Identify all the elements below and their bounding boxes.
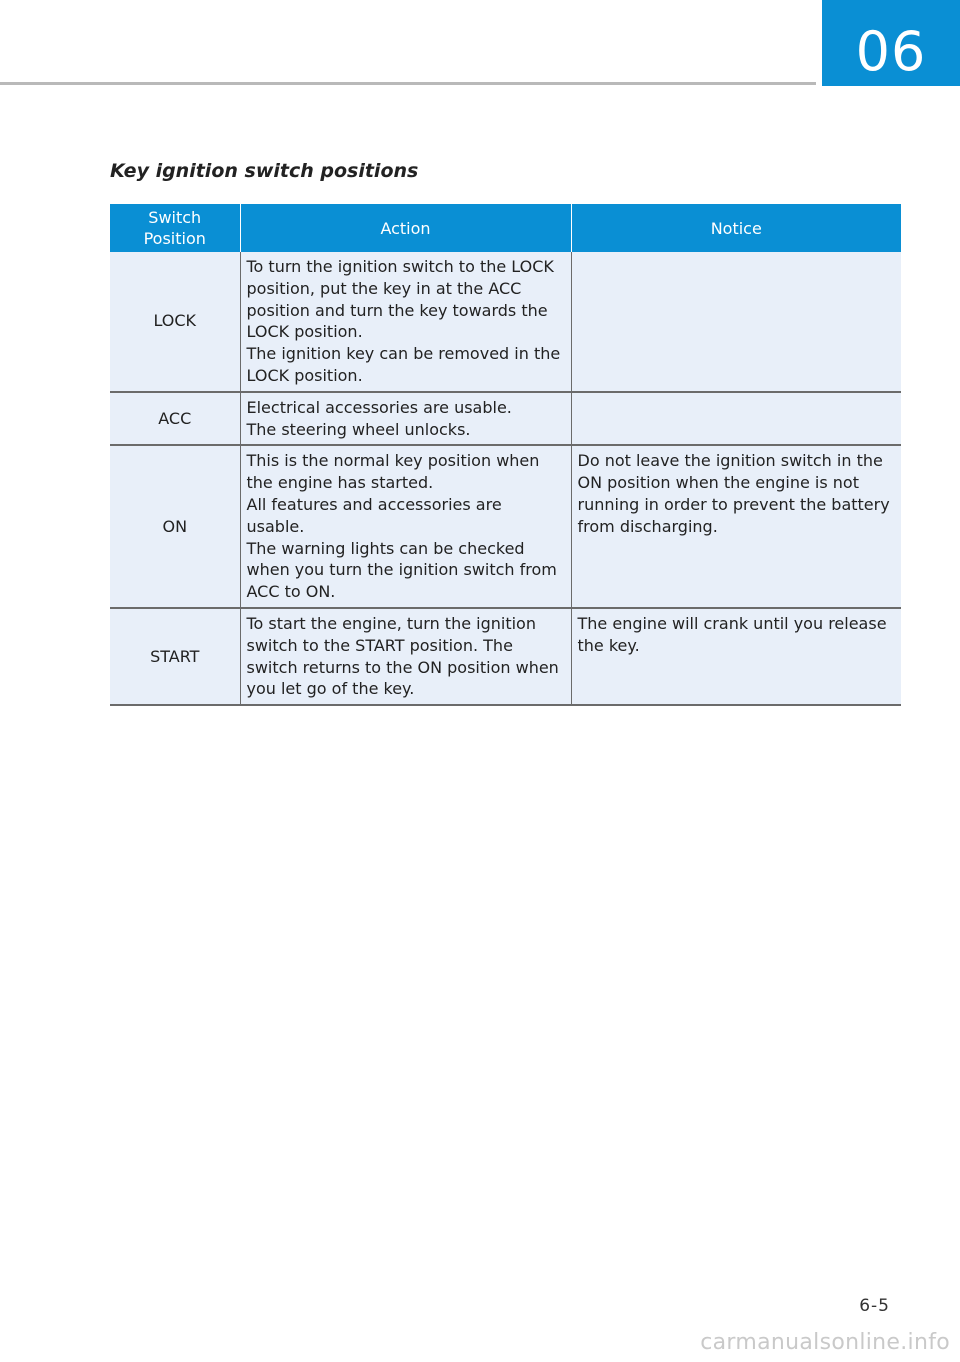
table-row	[110, 392, 901, 446]
watermark: carmanualsonline.info	[700, 1330, 950, 1355]
action-cell: To start the engine, turn the ignition switch to the START position. The switch returns to the ON position when you let go of the key.	[240, 608, 571, 705]
switch-positions-table	[110, 204, 901, 706]
table-row	[110, 608, 901, 705]
notice-cell: The engine will crank until you release the key.	[571, 608, 901, 705]
header-switch-position	[110, 204, 240, 252]
table-header-row	[110, 204, 901, 252]
notice-cell: Do not leave the ignition switch in the ON position when the engine is not running in order to prevent the battery from discharging.	[571, 445, 901, 608]
page-number: 6-5	[859, 1296, 890, 1316]
header-switch-position-label: Switch Position	[143, 208, 206, 248]
action-cell: Electrical accessories are usable. The steering wheel unlocks.	[240, 392, 571, 446]
position-cell: START	[110, 608, 240, 705]
notice-cell	[571, 392, 901, 446]
notice-cell	[571, 252, 901, 392]
action-cell: This is the normal key position when the engine has started. All features and accessories are usable. The warning lights can be checked when you turn the ignition switch from ACC to ON.	[240, 445, 571, 608]
chapter-tab: 06	[822, 0, 960, 86]
table-row	[110, 252, 901, 392]
header-rule	[0, 82, 816, 85]
table-row	[110, 445, 901, 608]
header-action: Action	[240, 204, 571, 252]
action-cell: To turn the ignition switch to the LOCK position, put the key in at the ACC position and turn the key towards the LOCK position. The ignition key can be removed in the LOCK position.	[240, 252, 571, 392]
position-cell: ACC	[110, 392, 240, 446]
header-notice: Notice	[571, 204, 901, 252]
position-cell: LOCK	[110, 252, 240, 392]
section-title: Key ignition switch positions	[110, 160, 419, 182]
position-cell: ON	[110, 445, 240, 608]
